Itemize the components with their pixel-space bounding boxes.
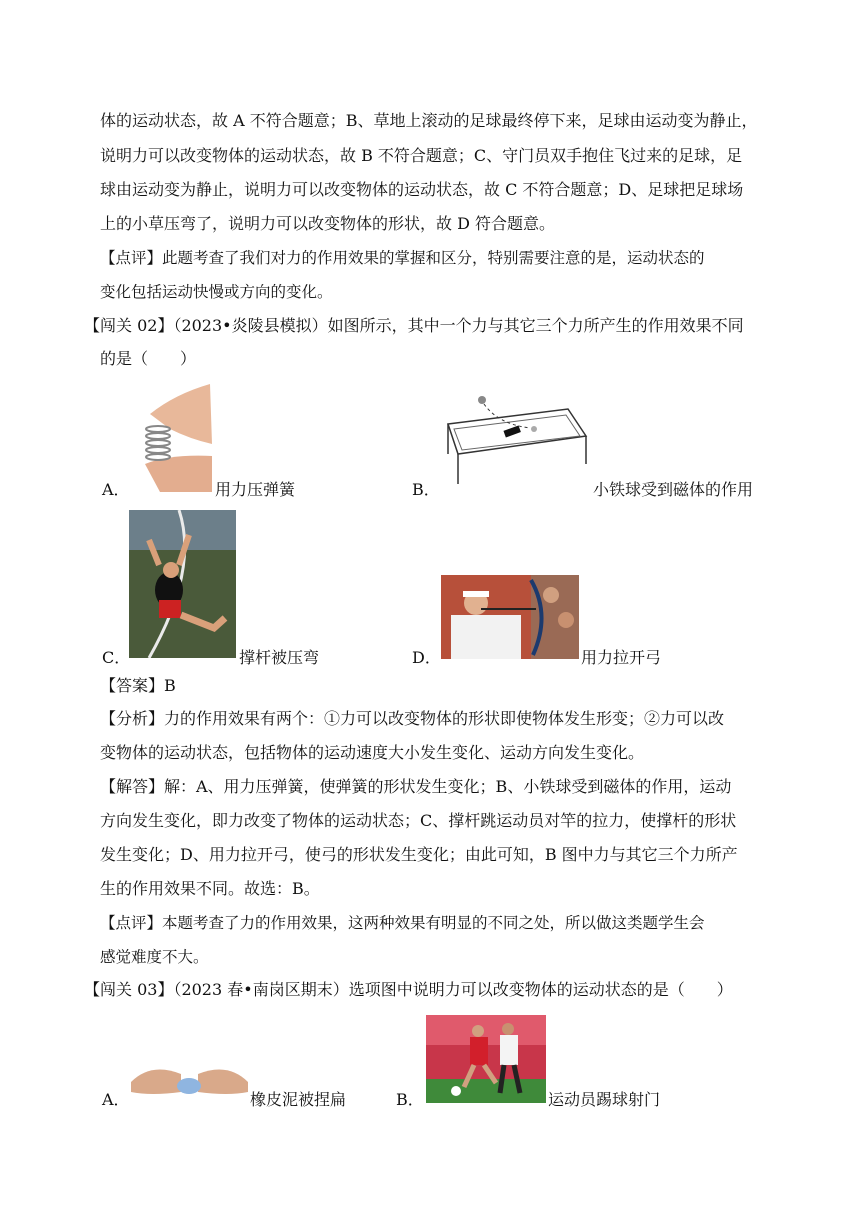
option-letter: B． [396, 1090, 424, 1109]
option-letter: B． [412, 480, 440, 499]
solution-line: 说明力可以改变物体的运动状态，故 B 不符合题意；C、守门员双手抱住飞过来的足球，足 [100, 146, 743, 165]
plasticine-image [131, 1052, 248, 1104]
option-caption: 用力拉开弓 [581, 648, 662, 667]
solution-line: 方向发生变化，即力改变了物体的运动状态；C、撑杆跳运动员对竿的拉力，使撑杆的形状 [100, 811, 737, 830]
soccer-kick-image [426, 1015, 546, 1103]
question-title: 【闯关 02】（2023•炎陵县模拟）如图所示，其中一个力与其它三个力所产生的作用效果不同 [84, 316, 744, 335]
option-letter: A． [102, 480, 130, 499]
solution-line: 体的运动状态，故 A 不符合题意；B、草地上滚动的足球最终停下来，足球由运动变为静止， [100, 111, 758, 130]
comment-line: 【点评】本题考查了力的作用效果，这两种效果有明显的不同之处，所以做这类题学生会 [100, 914, 705, 932]
answer: 【答案】B [100, 676, 176, 695]
solution-line: 【解答】解：A、用力压弹簧，使弹簧的形状发生变化；B、小铁球受到磁体的作用，运动 [100, 777, 732, 796]
option-caption: 撑杆被压弯 [239, 648, 320, 667]
comment-line: 感觉难度不大。 [100, 948, 209, 966]
solution-line: 球由运动变为静止，说明力可以改变物体的运动状态，故 C 不符合题意；D、足球把足球场 [100, 180, 744, 199]
solution-line: 生的作用效果不同。故选：B。 [100, 879, 320, 898]
option-letter: C． [102, 648, 131, 667]
solution-line: 发生变化；D、用力拉开弓，使弓的形状发生变化；由此可知，B 图中力与其它三个力所产 [100, 845, 738, 864]
option-caption: 小铁球受到磁体的作用 [593, 480, 754, 499]
option-letter: D． [412, 648, 441, 667]
option-letter: A． [102, 1090, 130, 1109]
solution-line: 上的小草压弯了，说明力可以改变物体的形状，故 D 符合题意。 [100, 214, 556, 233]
question-title: 的是（ ） [100, 349, 197, 368]
question-title: 【闯关 03】（2023 春•南岗区期末）选项图中说明力可以改变物体的运动状态的是（ ） [84, 980, 733, 999]
option-caption: 橡皮泥被捏扁 [250, 1090, 347, 1109]
archer-image [441, 575, 579, 659]
option-caption: 运动员踢球射门 [548, 1090, 661, 1109]
analysis-line: 变物体的运动状态，包括物体的运动速度大小发生变化、运动方向发生变化。 [100, 743, 645, 762]
analysis-line: 【分析】力的作用效果有两个：①力可以改变物体的形状即使物体发生形变；②力可以改 [100, 709, 725, 728]
comment-line: 变化包括运动快慢或方向的变化。 [100, 283, 333, 301]
option-caption: 用力压弹簧 [215, 480, 296, 499]
magnet-ball-image [438, 384, 590, 492]
pole-vault-image [129, 510, 236, 658]
spring-press-image [130, 384, 212, 492]
comment-line: 【点评】此题考查了我们对力的作用效果的掌握和区分，特别需要注意的是，运动状态的 [100, 249, 705, 267]
